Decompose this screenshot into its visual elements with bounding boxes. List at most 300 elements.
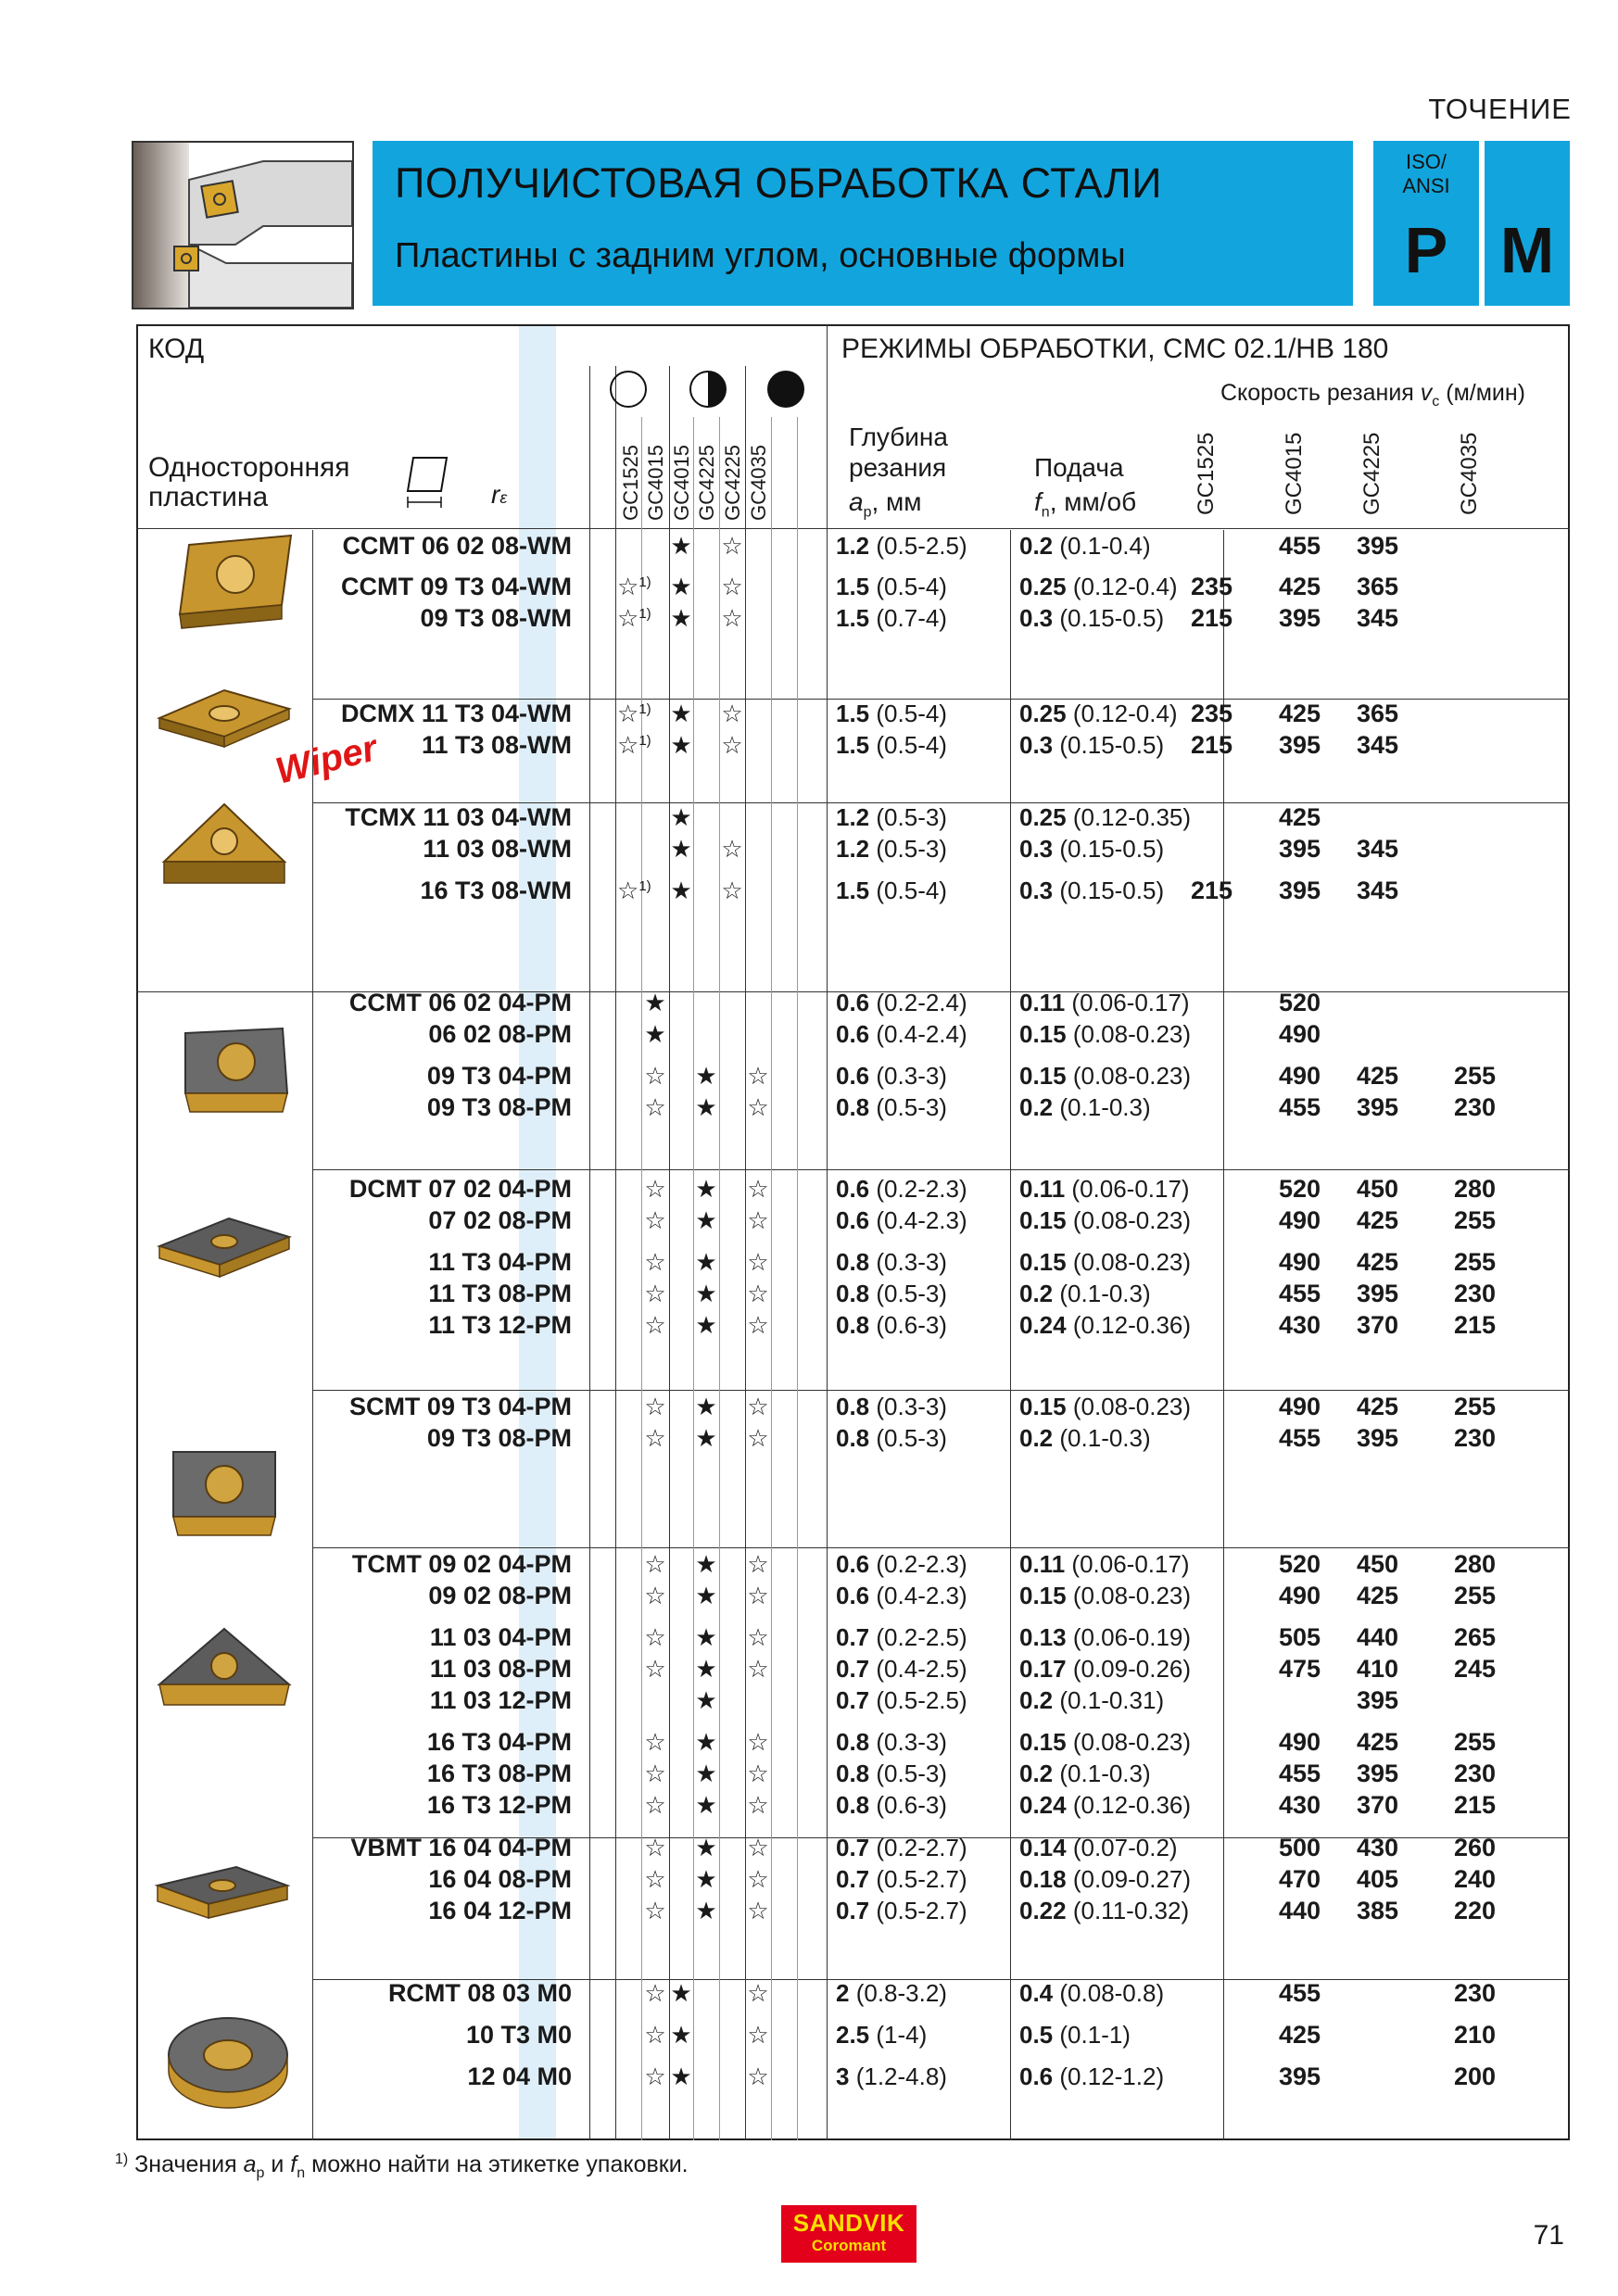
alternative-star-icon: ☆ xyxy=(747,1550,769,1578)
alternative-star-icon: ☆ xyxy=(747,1834,769,1861)
cutting-speed-value: 425 xyxy=(1356,1393,1398,1420)
cutting-speed-value: 265 xyxy=(1453,1623,1496,1651)
logo-top-text: SANDVIK xyxy=(792,2209,905,2237)
cutting-speed-value: 345 xyxy=(1356,835,1398,863)
cutting-speed-value: 215 xyxy=(1453,1791,1496,1819)
row-code: CCMT 09 T3 04-WM xyxy=(340,573,572,600)
recommended-star-icon: ★ xyxy=(670,532,692,560)
cutting-speed-value: 245 xyxy=(1453,1655,1496,1683)
code-header: КОД xyxy=(148,334,205,364)
alternative-star-icon: ☆$^{1)}$ xyxy=(617,731,651,759)
iso-p-letter: P xyxy=(1404,214,1448,286)
wiper-label: Wiper xyxy=(272,727,382,792)
depth-value: 0.8 (0.3-3) xyxy=(836,1728,947,1756)
depth-value: 0.8 (0.3-3) xyxy=(836,1393,947,1420)
feed-label-2: $f_n$, мм/об xyxy=(1034,487,1137,521)
alternative-star-icon: ☆ xyxy=(644,1093,666,1121)
cutting-speed-value: 430 xyxy=(1278,1311,1321,1339)
row-code: 16 T3 08-PM xyxy=(426,1760,572,1787)
feed-value: 0.3 (0.15-0.5) xyxy=(1019,835,1165,863)
row-code: 09 T3 04-PM xyxy=(426,1062,572,1090)
average-conditions-icon xyxy=(689,371,727,408)
feed-value: 0.15 (0.08-0.23) xyxy=(1019,1728,1192,1756)
row-code: RCMT 08 03 M0 xyxy=(387,1979,572,2007)
cutting-speed-value: 490 xyxy=(1278,1020,1321,1048)
cutting-speed-value: 395 xyxy=(1278,877,1321,904)
recommended-star-icon: ★ xyxy=(670,604,692,632)
cutting-speed-value: 210 xyxy=(1453,2021,1496,2049)
cutting-speed-value: 450 xyxy=(1356,1175,1398,1203)
alternative-star-icon: ☆ xyxy=(644,1550,666,1578)
alternative-star-icon: ☆ xyxy=(747,1311,769,1339)
speed-header: Скорость резания $v_c$ (м/мин) xyxy=(1220,380,1525,410)
recommended-star-icon: ★ xyxy=(670,2063,692,2090)
alternative-star-icon: ☆ xyxy=(644,1248,666,1276)
cutting-speed-value: 500 xyxy=(1278,1834,1321,1861)
grade-subdivider xyxy=(771,417,772,2140)
cutting-speed-value: 425 xyxy=(1278,700,1321,727)
row-code: 09 T3 08-PM xyxy=(426,1424,572,1452)
row-code: 09 02 08-PM xyxy=(428,1582,572,1609)
feed-value: 0.3 (0.15-0.5) xyxy=(1019,604,1165,632)
recommended-star-icon: ★ xyxy=(695,1834,717,1861)
cutting-speed-value: 475 xyxy=(1278,1655,1321,1683)
cutting-speed-value: 425 xyxy=(1356,1206,1398,1234)
depth-value: 0.7 (0.5-2.7) xyxy=(836,1865,967,1893)
feed-value: 0.2 (0.1-0.3) xyxy=(1019,1424,1151,1452)
speed-grade-header-gc1525: GC1525 xyxy=(1194,432,1219,515)
alternative-star-icon: ☆ xyxy=(747,1655,769,1683)
depth-value: 1.5 (0.7-4) xyxy=(836,604,947,632)
depth-label-2: резания xyxy=(849,453,947,482)
header-divider xyxy=(136,528,1570,529)
feed-value: 0.24 (0.12-0.36) xyxy=(1019,1311,1192,1339)
row-code: 11 03 04-PM xyxy=(429,1623,572,1651)
feed-value: 0.5 (0.1-1) xyxy=(1019,2021,1131,2049)
grade-header-gc4015: GC4015 xyxy=(644,445,667,521)
alternative-star-icon: ☆ xyxy=(747,1623,769,1651)
feed-value: 0.11 (0.06-0.17) xyxy=(1019,1550,1190,1578)
column-divider xyxy=(1010,530,1011,2140)
row-code: CCMT 06 02 08-WM xyxy=(342,532,572,560)
depth-value: 2.5 (1-4) xyxy=(836,2021,928,2049)
difficult-conditions-icon xyxy=(767,371,804,408)
alternative-star-icon: ☆ xyxy=(747,1062,769,1090)
row-code: 16 T3 08-WM xyxy=(420,877,572,904)
depth-value: 0.8 (0.5-3) xyxy=(836,1424,947,1452)
cutting-speed-value: 215 xyxy=(1190,731,1232,759)
grade-header-gc1525: GC1525 xyxy=(619,445,642,521)
cutting-speed-value: 235 xyxy=(1190,573,1232,600)
column-divider xyxy=(827,324,828,2140)
alternative-star-icon: ☆ xyxy=(747,1728,769,1756)
cutting-speed-value: 490 xyxy=(1278,1582,1321,1609)
cutting-speed-value: 365 xyxy=(1356,573,1398,600)
feed-value: 0.11 (0.06-0.17) xyxy=(1019,1175,1190,1203)
column-divider xyxy=(745,366,746,2140)
feed-value: 0.4 (0.08-0.8) xyxy=(1019,1979,1165,2007)
row-code: 11 03 12-PM xyxy=(429,1686,572,1714)
depth-value: 1.5 (0.5-4) xyxy=(836,700,947,727)
cutting-speed-value: 410 xyxy=(1356,1655,1398,1683)
cutting-speed-value: 455 xyxy=(1278,1760,1321,1787)
recommended-star-icon: ★ xyxy=(695,1424,717,1452)
alternative-star-icon: ☆ xyxy=(644,1311,666,1339)
depth-value: 0.7 (0.5-2.5) xyxy=(836,1686,967,1714)
ccmt-wm-insert-image xyxy=(161,526,310,642)
iso-label: ISO/ ANSI xyxy=(1402,150,1450,197)
row-code: DCMT 07 02 04-PM xyxy=(348,1175,572,1203)
recommended-star-icon: ★ xyxy=(695,1093,717,1121)
cutting-speed-value: 395 xyxy=(1356,532,1398,560)
cutting-speed-value: 230 xyxy=(1453,1979,1496,2007)
single-sided-label-2: пластина xyxy=(148,482,269,512)
regimes-header: РЕЖИМЫ ОБРАБОТКИ, CMC 02.1/HB 180 xyxy=(841,334,1389,364)
cutting-speed-value: 490 xyxy=(1278,1062,1321,1090)
alternative-star-icon: ☆ xyxy=(644,1834,666,1861)
feed-value: 0.15 (0.08-0.23) xyxy=(1019,1248,1192,1276)
alternative-star-icon: ☆ xyxy=(747,1865,769,1893)
dcmt-pm-insert-image xyxy=(150,1195,298,1311)
cutting-speed-value: 430 xyxy=(1356,1834,1398,1861)
recommended-star-icon: ★ xyxy=(695,1393,717,1420)
depth-value: 0.8 (0.3-3) xyxy=(836,1248,947,1276)
alternative-star-icon: ☆ xyxy=(747,1979,769,2007)
alternative-star-icon: ☆ xyxy=(747,1248,769,1276)
row-code: 07 02 08-PM xyxy=(428,1206,572,1234)
row-code: 16 04 12-PM xyxy=(428,1897,572,1924)
feed-value: 0.18 (0.09-0.27) xyxy=(1019,1865,1192,1893)
depth-value: 0.7 (0.4-2.5) xyxy=(836,1655,967,1683)
cutting-speed-value: 385 xyxy=(1356,1897,1398,1924)
alternative-star-icon: ☆ xyxy=(644,1206,666,1234)
cutting-speed-value: 395 xyxy=(1356,1686,1398,1714)
cutting-speed-value: 230 xyxy=(1453,1760,1496,1787)
alternative-star-icon: ☆ xyxy=(747,1393,769,1420)
tcmx-wm-insert-image xyxy=(150,795,298,911)
cutting-speed-value: 490 xyxy=(1278,1248,1321,1276)
recommended-star-icon: ★ xyxy=(695,1582,717,1609)
cutting-speed-value: 405 xyxy=(1356,1865,1398,1893)
cutting-speed-value: 505 xyxy=(1278,1623,1321,1651)
alternative-star-icon: ☆ xyxy=(747,1760,769,1787)
stable-conditions-icon xyxy=(610,371,647,408)
cutting-speed-value: 455 xyxy=(1278,1979,1321,2007)
row-code: VBMT 16 04 04-PM xyxy=(350,1834,572,1861)
recommended-star-icon: ★ xyxy=(695,1655,717,1683)
speed-grade-header-gc4015: GC4015 xyxy=(1282,432,1307,515)
alternative-star-icon: ☆ xyxy=(644,1865,666,1893)
alternative-star-icon: ☆ xyxy=(644,1062,666,1090)
cutting-speed-value: 425 xyxy=(1356,1728,1398,1756)
cutting-speed-value: 215 xyxy=(1190,877,1232,904)
cutting-speed-value: 425 xyxy=(1356,1582,1398,1609)
depth-label-3: $a_p$, мм xyxy=(849,487,922,521)
feed-value: 0.2 (0.1-0.3) xyxy=(1019,1093,1151,1121)
cutting-speed-value: 230 xyxy=(1453,1280,1496,1307)
cutting-speed-value: 430 xyxy=(1278,1791,1321,1819)
alternative-star-icon: ☆ xyxy=(644,1175,666,1203)
alternative-star-icon: ☆ xyxy=(747,1206,769,1234)
alternative-star-icon: ☆ xyxy=(644,1280,666,1307)
feed-value: 0.15 (0.08-0.23) xyxy=(1019,1062,1192,1090)
cutting-speed-value: 395 xyxy=(1278,731,1321,759)
page-title: ПОЛУЧИСТОВАЯ ОБРАБОТКА СТАЛИ xyxy=(395,159,1162,207)
row-code: 09 T3 08-WM xyxy=(420,604,572,632)
depth-value: 0.6 (0.2-2.3) xyxy=(836,1175,967,1203)
cutting-speed-value: 280 xyxy=(1453,1550,1496,1578)
recommended-star-icon: ★ xyxy=(670,835,692,863)
grade-header-gc4225: GC4225 xyxy=(721,445,744,521)
cutting-speed-value: 455 xyxy=(1278,532,1321,560)
feed-value: 0.2 (0.1-0.3) xyxy=(1019,1280,1151,1307)
page-number: 71 xyxy=(1533,2220,1564,2251)
cutting-speed-value: 395 xyxy=(1278,835,1321,863)
grade-subdivider xyxy=(719,417,720,2140)
column-divider xyxy=(589,366,590,2140)
depth-value: 0.6 (0.4-2.3) xyxy=(836,1582,967,1609)
cutting-speed-value: 425 xyxy=(1356,1062,1398,1090)
depth-value: 0.7 (0.5-2.7) xyxy=(836,1897,967,1924)
depth-value: 1.2 (0.5-3) xyxy=(836,803,947,831)
recommended-star-icon: ★ xyxy=(695,1623,717,1651)
cutting-speed-value: 200 xyxy=(1453,2063,1496,2090)
speed-grade-header-gc4225: GC4225 xyxy=(1359,432,1384,515)
scmt-pm-insert-image xyxy=(150,1438,298,1554)
feed-value: 0.3 (0.15-0.5) xyxy=(1019,877,1165,904)
alternative-star-icon: ☆ xyxy=(644,1760,666,1787)
cutting-speed-value: 240 xyxy=(1453,1865,1496,1893)
title-band xyxy=(373,141,1353,306)
cutting-speed-value: 455 xyxy=(1278,1093,1321,1121)
grade-header-gc4225: GC4225 xyxy=(695,445,718,521)
cutting-speed-value: 215 xyxy=(1453,1311,1496,1339)
alternative-star-icon: ☆$^{1)}$ xyxy=(617,604,651,632)
recommended-star-icon: ★ xyxy=(695,1550,717,1578)
alternative-star-icon: ☆ xyxy=(747,1175,769,1203)
recommended-star-icon: ★ xyxy=(695,1175,717,1203)
recommended-star-icon: ★ xyxy=(670,573,692,600)
alternative-star-icon: ☆ xyxy=(644,1623,666,1651)
alternative-star-icon: ☆ xyxy=(721,835,743,863)
row-code: 10 T3 M0 xyxy=(465,2021,572,2049)
cutting-speed-value: 260 xyxy=(1453,1834,1496,1861)
depth-value: 0.8 (0.5-3) xyxy=(836,1760,947,1787)
cutting-speed-value: 455 xyxy=(1278,1280,1321,1307)
cutting-speed-value: 395 xyxy=(1356,1424,1398,1452)
alternative-star-icon: ☆ xyxy=(644,1582,666,1609)
row-code: 09 T3 08-PM xyxy=(426,1093,572,1121)
feed-value: 0.24 (0.12-0.36) xyxy=(1019,1791,1192,1819)
cutting-speed-value: 425 xyxy=(1278,573,1321,600)
cutting-speed-value: 395 xyxy=(1278,2063,1321,2090)
depth-value: 0.6 (0.2-2.4) xyxy=(836,989,967,1016)
alternative-star-icon: ☆$^{1)}$ xyxy=(617,573,651,600)
cutting-speed-value: 255 xyxy=(1453,1062,1496,1090)
speed-grade-header-gc4035: GC4035 xyxy=(1457,432,1482,515)
alternative-star-icon: ☆ xyxy=(644,1979,666,2007)
recommended-star-icon: ★ xyxy=(670,1979,692,2007)
alternative-star-icon: ☆ xyxy=(644,1897,666,1924)
cutting-speed-value: 490 xyxy=(1278,1206,1321,1234)
recommended-star-icon: ★ xyxy=(695,1728,717,1756)
cutting-speed-value: 345 xyxy=(1356,604,1398,632)
alternative-star-icon: ☆ xyxy=(747,2063,769,2090)
recommended-star-icon: ★ xyxy=(695,1062,717,1090)
recommended-star-icon: ★ xyxy=(695,1311,717,1339)
recommended-star-icon: ★ xyxy=(670,731,692,759)
row-code: CCMT 06 02 04-PM xyxy=(348,989,572,1016)
cutting-speed-value: 395 xyxy=(1356,1760,1398,1787)
depth-label-1: Глубина xyxy=(849,423,948,451)
row-code: TCMX 11 03 04-WM xyxy=(345,803,572,831)
footnote: $^{1)}$ Значения $a_p$ и $f_n$ можно найти на этикетке упаковки. xyxy=(115,2151,689,2181)
recommended-star-icon: ★ xyxy=(695,1760,717,1787)
cutting-speed-value: 255 xyxy=(1453,1728,1496,1756)
row-code: 12 04 M0 xyxy=(467,2063,572,2090)
row-code: 11 T3 08-WM xyxy=(421,731,572,759)
feed-value: 0.2 (0.1-0.31) xyxy=(1019,1686,1165,1714)
recommended-star-icon: ★ xyxy=(695,1686,717,1714)
alternative-star-icon: ☆ xyxy=(644,1393,666,1420)
recommended-star-icon: ★ xyxy=(670,700,692,727)
insert-shape-icon xyxy=(406,454,452,516)
row-code: 06 02 08-PM xyxy=(428,1020,572,1048)
depth-value: 0.8 (0.6-3) xyxy=(836,1791,947,1819)
row-code: TCMT 09 02 04-PM xyxy=(351,1550,572,1578)
alternative-star-icon: ☆ xyxy=(644,1728,666,1756)
cutting-speed-value: 395 xyxy=(1278,604,1321,632)
alternative-star-icon: ☆ xyxy=(747,2021,769,2049)
alternative-star-icon: ☆ xyxy=(644,2021,666,2049)
cutting-speed-value: 255 xyxy=(1453,1248,1496,1276)
depth-value: 0.6 (0.4-2.3) xyxy=(836,1206,967,1234)
feed-value: 0.15 (0.08-0.23) xyxy=(1019,1206,1192,1234)
depth-value: 1.2 (0.5-2.5) xyxy=(836,532,967,560)
feed-value: 0.15 (0.08-0.23) xyxy=(1019,1393,1192,1420)
recommended-star-icon: ★ xyxy=(644,1020,666,1048)
recommended-star-icon: ★ xyxy=(670,877,692,904)
depth-value: 0.6 (0.2-2.3) xyxy=(836,1550,967,1578)
feed-value: 0.15 (0.08-0.23) xyxy=(1019,1582,1192,1609)
alternative-star-icon: ☆ xyxy=(747,1424,769,1452)
row-code: 11 T3 12-PM xyxy=(428,1311,572,1339)
alternative-star-icon: ☆ xyxy=(644,2063,666,2090)
cutting-speed-value: 345 xyxy=(1356,877,1398,904)
iso-m-box xyxy=(1485,141,1570,306)
group-divider xyxy=(312,1169,1570,1170)
recommended-star-icon: ★ xyxy=(695,1280,717,1307)
column-divider xyxy=(615,366,616,2140)
recommended-star-icon: ★ xyxy=(695,1206,717,1234)
alternative-star-icon: ☆ xyxy=(721,700,743,727)
alternative-star-icon: ☆ xyxy=(747,1791,769,1819)
recommended-star-icon: ★ xyxy=(670,803,692,831)
cutting-speed-value: 440 xyxy=(1356,1623,1398,1651)
r-eps-label: rε xyxy=(491,480,508,509)
cutting-speed-value: 425 xyxy=(1278,803,1321,831)
feed-value: 0.11 (0.06-0.17) xyxy=(1019,989,1190,1016)
row-code: 16 T3 04-PM xyxy=(426,1728,572,1756)
row-code: 11 T3 08-PM xyxy=(428,1280,572,1307)
cutting-speed-value: 490 xyxy=(1278,1393,1321,1420)
depth-value: 0.6 (0.4-2.4) xyxy=(836,1020,967,1048)
cutting-speed-value: 450 xyxy=(1356,1550,1398,1578)
depth-value: 1.5 (0.5-4) xyxy=(836,731,947,759)
grade-header-gc4035: GC4035 xyxy=(747,445,770,521)
sandvik-coromant-logo xyxy=(781,2205,916,2263)
row-code: 16 04 08-PM xyxy=(428,1865,572,1893)
feed-value: 0.25 (0.12-0.4) xyxy=(1019,700,1178,727)
cutting-speed-value: 230 xyxy=(1453,1424,1496,1452)
grade-header-gc4015: GC4015 xyxy=(670,445,693,521)
cutting-speed-value: 520 xyxy=(1278,1175,1321,1203)
cutting-speed-value: 235 xyxy=(1190,700,1232,727)
cutting-speed-value: 520 xyxy=(1278,989,1321,1016)
tcmt-pm-insert-image xyxy=(150,1620,298,1735)
alternative-star-icon: ☆ xyxy=(747,1582,769,1609)
cutting-speed-value: 255 xyxy=(1453,1206,1496,1234)
iso-m-letter: M xyxy=(1499,214,1555,286)
cutting-speed-value: 470 xyxy=(1278,1865,1321,1893)
alternative-star-icon: ☆ xyxy=(644,1424,666,1452)
feed-value: 0.14 (0.07-0.2) xyxy=(1019,1834,1178,1861)
alternative-star-icon: ☆ xyxy=(747,1093,769,1121)
group-divider xyxy=(312,1547,1570,1548)
cutting-speed-value: 395 xyxy=(1356,1280,1398,1307)
cutting-speed-value: 425 xyxy=(1278,2021,1321,2049)
depth-value: 0.8 (0.6-3) xyxy=(836,1311,947,1339)
alternative-star-icon: ☆ xyxy=(747,1280,769,1307)
recommended-star-icon: ★ xyxy=(695,1791,717,1819)
cutting-speed-value: 395 xyxy=(1356,1093,1398,1121)
depth-value: 0.8 (0.5-3) xyxy=(836,1280,947,1307)
alternative-star-icon: ☆ xyxy=(747,1897,769,1924)
cutting-speed-value: 425 xyxy=(1356,1248,1398,1276)
depth-value: 0.7 (0.2-2.5) xyxy=(836,1623,967,1651)
cutting-speed-value: 345 xyxy=(1356,731,1398,759)
ccmt-pm-insert-image xyxy=(158,1019,306,1135)
cutting-speed-value: 490 xyxy=(1278,1728,1321,1756)
depth-value: 0.8 (0.5-3) xyxy=(836,1093,947,1121)
depth-value: 3 (1.2-4.8) xyxy=(836,2063,947,2090)
depth-value: 1.5 (0.5-4) xyxy=(836,573,947,600)
section-label: ТОЧЕНИЕ xyxy=(1428,93,1572,125)
cutting-speed-value: 215 xyxy=(1190,604,1232,632)
feed-value: 0.3 (0.15-0.5) xyxy=(1019,731,1165,759)
alternative-star-icon: ☆ xyxy=(721,731,743,759)
cutting-speed-value: 255 xyxy=(1453,1582,1496,1609)
iso-p-box xyxy=(1373,141,1479,306)
alternative-star-icon: ☆$^{1)}$ xyxy=(617,700,651,727)
feed-value: 0.2 (0.1-0.3) xyxy=(1019,1760,1151,1787)
feed-value: 0.13 (0.06-0.19) xyxy=(1019,1623,1192,1651)
cutting-speed-value: 370 xyxy=(1356,1311,1398,1339)
single-sided-label-1: Односторонняя xyxy=(148,452,350,483)
row-code: 11 03 08-WM xyxy=(423,835,572,863)
depth-value: 1.2 (0.5-3) xyxy=(836,835,947,863)
logo-bottom-text: Coromant xyxy=(811,2237,887,2254)
cutting-speed-value: 455 xyxy=(1278,1424,1321,1452)
cutting-speed-value: 520 xyxy=(1278,1550,1321,1578)
feed-value: 0.17 (0.09-0.26) xyxy=(1019,1655,1192,1683)
recommended-star-icon: ★ xyxy=(670,2021,692,2049)
depth-value: 0.7 (0.2-2.7) xyxy=(836,1834,967,1861)
cutting-speed-value: 280 xyxy=(1453,1175,1496,1203)
recommended-star-icon: ★ xyxy=(644,989,666,1016)
alternative-star-icon: ☆ xyxy=(721,573,743,600)
cutting-speed-value: 370 xyxy=(1356,1791,1398,1819)
